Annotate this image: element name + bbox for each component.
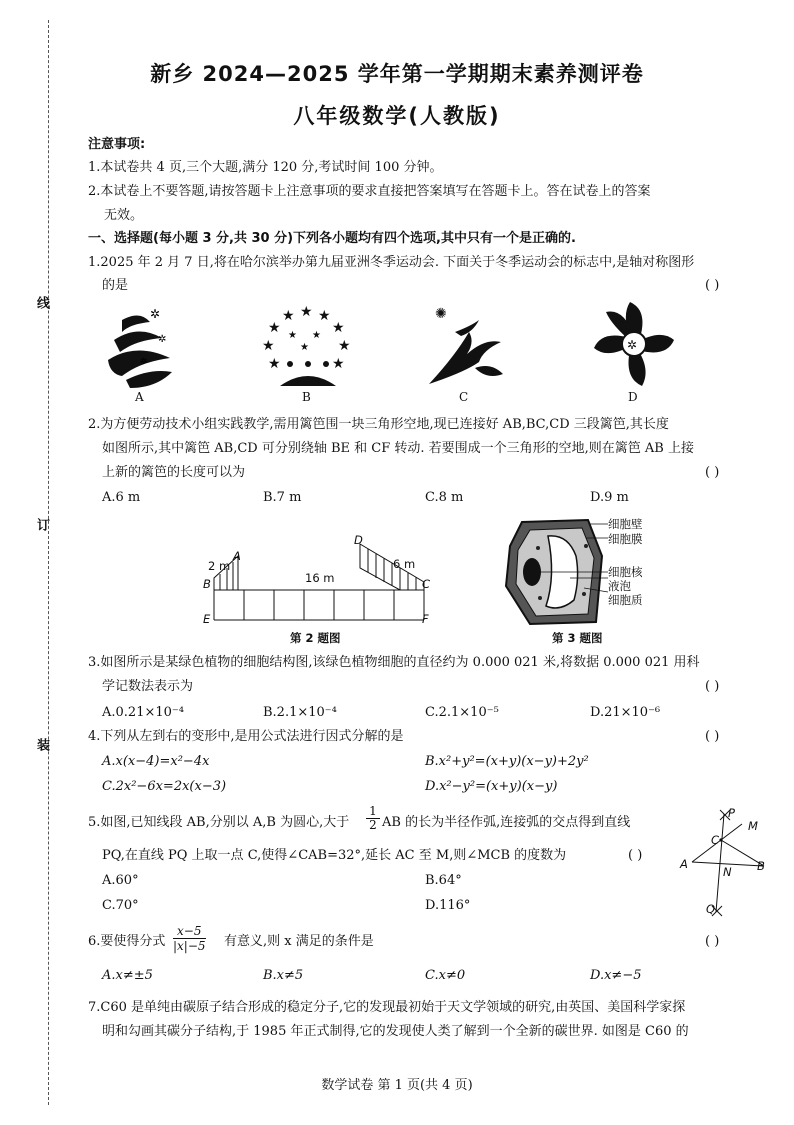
- q2-option-c: C.8 m: [425, 490, 464, 505]
- svg-text:✺: ✺: [435, 306, 447, 322]
- logo-a-label: A: [135, 390, 144, 404]
- q2-line-2: 如图所示,其中篱笆 AB,CD 可分别绕轴 BE 和 CF 转动. 若要围成一个三角形的空地,则在篱笆 AB 上接: [102, 441, 694, 456]
- q2-point-b: B: [203, 577, 211, 591]
- notes-item-1: 1.本试卷共 4 页,三个大题,满分 120 分,考试时间 100 分钟。: [88, 160, 443, 175]
- q2-point-d: D: [354, 533, 363, 547]
- q5-answer-paren: ( ): [628, 848, 643, 863]
- q5-line-2: PQ,在直线 PQ 上取一点 C,使得∠CAB=32°,延长 AC 至 M,则∠MCB 的度数为: [102, 848, 567, 863]
- logo-c-image: [425, 302, 505, 390]
- svg-text:★: ★: [262, 338, 275, 354]
- cell-label-vacuole: 液泡: [608, 579, 631, 593]
- q2-figure-caption: 第 2 题图: [290, 631, 341, 645]
- page-footer: 数学试卷 第 1 页(共 4 页): [321, 1078, 473, 1093]
- svg-text:✲: ✲: [158, 334, 167, 345]
- q5-point-a: A: [680, 857, 688, 871]
- q4-option-d: D.x²−y²=(x+y)(x−y): [425, 779, 558, 794]
- q6-option-c: C.x≠0: [425, 968, 466, 983]
- q2-point-e: E: [203, 612, 211, 626]
- q3-option-d: D.21×10⁻⁶: [590, 705, 661, 720]
- svg-text:★: ★: [288, 330, 297, 341]
- q1-answer-paren: ( ): [705, 278, 720, 293]
- q1-line-1: 1.2025 年 2 月 7 日,将在哈尔滨举办第九届亚洲冬季运动会. 下面关于冬季运动会的标志中,是轴对称图形: [88, 255, 695, 270]
- section-1-heading: 一、选择题(每小题 3 分,共 30 分)下列各小题均有四个选项,其中只有一个是正确的.: [88, 231, 576, 246]
- q2-answer-paren: ( ): [705, 465, 720, 480]
- logo-d-label: D: [628, 390, 638, 404]
- svg-text:★: ★: [312, 330, 321, 341]
- cell-label-nucleus: 细胞核: [608, 565, 643, 579]
- q6-fraction: [173, 924, 206, 953]
- svg-text:★: ★: [300, 304, 313, 320]
- q5-option-c: C.70°: [102, 898, 139, 913]
- q5-option-d: D.116°: [425, 898, 471, 913]
- svg-text:★: ★: [300, 342, 309, 353]
- q6-line-post: 有意义,则 x 满足的条件是: [224, 934, 374, 949]
- exam-subtitle: 八年级数学(人教版): [293, 104, 501, 128]
- q7-line-1: 7.C60 是单纯由碳原子结合形成的稳定分子,它的发现最初始于天文学领域的研究,由英国、美国科学家探: [88, 1000, 686, 1015]
- notes-heading: 注意事项:: [88, 137, 146, 152]
- svg-text:★: ★: [332, 320, 345, 336]
- notes-item-2-cont: 无效。: [104, 208, 144, 223]
- q6-option-a: A.x≠±5: [102, 968, 153, 983]
- q4-option-b: B.x²+y²=(x+y)(x−y)+2y²: [425, 754, 589, 769]
- q4-option-c: C.2x²−6x=2x(x−3): [102, 779, 227, 794]
- q5-fraction: [366, 805, 380, 832]
- q3-answer-paren: ( ): [705, 679, 720, 694]
- q4-option-a: A.x(x−4)=x²−4x: [102, 754, 210, 769]
- margin-label-xian: 线: [34, 296, 49, 309]
- q5-point-n: N: [723, 865, 732, 879]
- svg-text:✲: ✲: [140, 357, 148, 367]
- svg-text:★: ★: [268, 320, 281, 336]
- q6-answer-paren: ( ): [705, 934, 720, 949]
- cell-label-cytoplasm: 细胞质: [608, 593, 643, 607]
- q2-point-f: F: [422, 612, 429, 626]
- q3-option-a: A.0.21×10⁻⁴: [102, 705, 184, 720]
- q2-label-2m: 2 m: [208, 559, 231, 573]
- q2-option-a: A.6 m: [102, 490, 141, 505]
- binding-dashed-line: [48, 20, 49, 1105]
- q6-line-pre: 6.要使得分式: [88, 934, 166, 949]
- logo-a-image: [100, 302, 180, 390]
- logo-d-image: [590, 298, 678, 390]
- cell-label-membrane: 细胞膜: [608, 532, 643, 546]
- q6-fraction-denominator: |x|−5: [173, 939, 206, 953]
- q5-line-1-pre: 5.如图,已知线段 AB,分别以 A,B 为圆心,大于: [88, 815, 350, 830]
- svg-text:✲: ✲: [150, 307, 161, 321]
- q5-point-p: P: [728, 806, 735, 820]
- q2-line-1: 2.为方便劳动技术小组实践教学,需用篱笆围一块三角形空地,现已连接好 AB,BC,CD 三段篱笆,其长度: [88, 417, 669, 432]
- logo-c-label: C: [459, 390, 469, 404]
- q5-point-b: B: [757, 859, 765, 873]
- exam-title: 新乡 2024—2025 学年第一学期期末素养测评卷: [150, 62, 644, 86]
- q3-figure-caption: 第 3 题图: [552, 631, 603, 645]
- margin-label-ding: 订: [34, 518, 49, 531]
- q7-line-2: 明和勾画其碳分子结构,于 1985 年正式制得,它的发现使人类了解到一个全新的碳世界. 如图是 C60 的: [102, 1024, 689, 1039]
- q6-fraction-numerator: x−5: [173, 924, 206, 939]
- q5-point-c: C: [711, 833, 720, 847]
- q6-option-d: D.x≠−5: [590, 968, 642, 983]
- q5-line-1-post: AB 的长为半径作弧,连接弧的交点得到直线: [382, 815, 631, 830]
- logo-b-image: [260, 302, 356, 390]
- q3-option-b: B.2.1×10⁻⁴: [263, 705, 337, 720]
- q6-option-b: B.x≠5: [263, 968, 304, 983]
- svg-text:✲: ✲: [627, 338, 638, 352]
- q3-cell-figure: [500, 516, 610, 628]
- q5-fraction-numerator: 1: [366, 805, 380, 819]
- svg-text:★: ★: [318, 308, 331, 324]
- q2-point-c: C: [422, 577, 431, 591]
- q5-fraction-denominator: 2: [369, 818, 377, 832]
- svg-text:★: ★: [332, 356, 345, 372]
- q3-line-1: 3.如图所示是某绿色植物的细胞结构图,该绿色植物细胞的直径约为 0.000 021 米,将数据 0.000 021 用科: [88, 655, 700, 670]
- q2-option-d: D.9 m: [590, 490, 629, 505]
- svg-text:★: ★: [338, 338, 351, 354]
- q2-label-16m: 16 m: [305, 571, 335, 585]
- q2-line-3: 上新的篱笆的长度可以为: [102, 465, 246, 480]
- q2-label-6m: 6 m: [393, 557, 416, 571]
- q2-option-b: B.7 m: [263, 490, 302, 505]
- q4-line: 4.下列从左到右的变形中,是用公式法进行因式分解的是: [88, 729, 404, 744]
- q5-point-q: Q: [706, 902, 716, 916]
- q5-option-a: A.60°: [102, 873, 139, 888]
- q2-point-a: A: [233, 549, 241, 563]
- q5-point-m: M: [748, 819, 758, 833]
- logo-b-label: B: [302, 390, 311, 404]
- q4-answer-paren: ( ): [705, 729, 720, 744]
- q3-option-c: C.2.1×10⁻⁵: [425, 705, 499, 720]
- svg-text:★: ★: [268, 356, 281, 372]
- q5-geometry-figure: [680, 806, 780, 918]
- svg-text:★: ★: [282, 308, 295, 324]
- q5-option-b: B.64°: [425, 873, 462, 888]
- q3-line-2: 学记数法表示为: [102, 679, 194, 694]
- margin-label-zhuang: 装: [34, 738, 49, 751]
- q1-line-2: 的是: [102, 278, 129, 293]
- cell-label-wall: 细胞壁: [608, 517, 643, 531]
- notes-item-2: 2.本试卷上不要答题,请按答题卡上注意事项的要求直接把答案填写在答题卡上。答在试卷上的答案: [88, 184, 651, 199]
